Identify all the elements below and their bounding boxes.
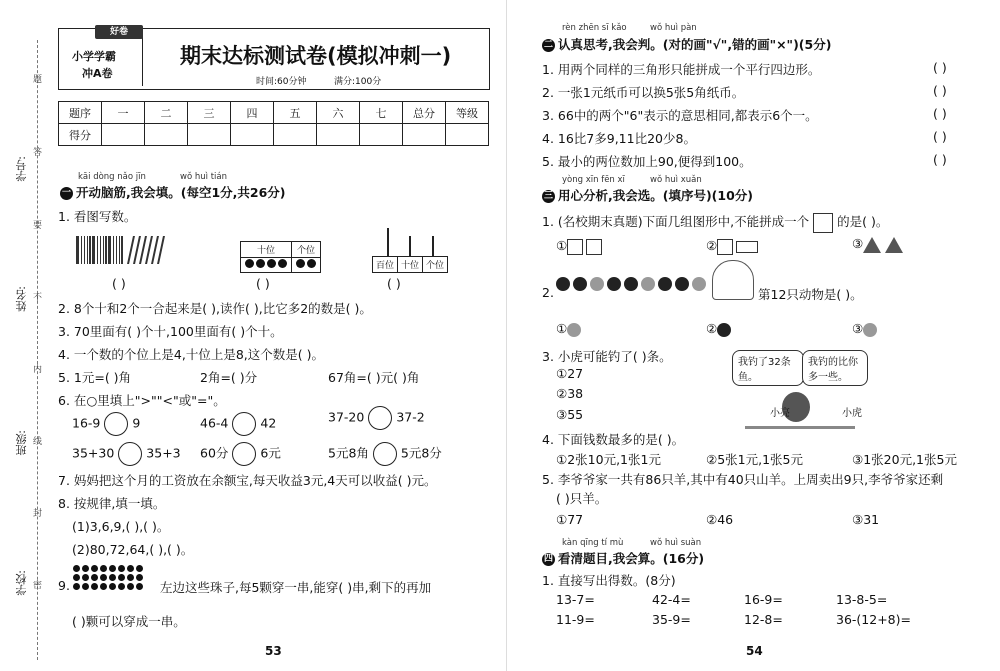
judge-blank-1[interactable]: ( ) [933, 60, 947, 75]
stick-bundle-icon [108, 236, 123, 264]
score-table [58, 101, 489, 146]
calc-item: 42-4= [652, 592, 691, 607]
judge-blank-5[interactable]: ( ) [933, 152, 947, 167]
calc-item: 35-9= [652, 612, 691, 627]
exam-title: 期末达标测试卷(模拟冲刺一) [180, 44, 452, 68]
lion-icon [641, 277, 655, 291]
q1-answer-blank-3[interactable]: ( ) [387, 276, 401, 291]
name-label: 姓名: [15, 286, 28, 312]
school-label: 学校: [15, 570, 28, 596]
compare-circle[interactable] [118, 442, 142, 466]
compare-circle[interactable] [104, 412, 128, 436]
place-header: 个位 [423, 257, 448, 273]
q6-row1-item2: 46-4 42 [200, 412, 276, 436]
judge-blank-2[interactable]: ( ) [933, 83, 947, 98]
stick-icon [157, 236, 165, 264]
choice3-option1: ①27 [556, 366, 584, 381]
score-cell[interactable] [446, 124, 489, 146]
section3-pinyin-a: yòng xīn fēn xī [562, 175, 625, 185]
choice3-text: 3. 小虎可能钓了( )条。 [542, 349, 672, 364]
section2-number: 二 [543, 40, 553, 50]
choice2-number: 2. [542, 285, 554, 300]
calc-question: 1. 直接写出得数。(8分) [542, 573, 676, 588]
page-number-right: 54 [746, 644, 763, 658]
binding-line [37, 40, 38, 660]
choice2-option1: ① [556, 321, 584, 337]
section2-pinyin-a: rèn zhēn sī kǎo [562, 23, 627, 33]
choice2-option2: ② [706, 321, 734, 337]
section1-title-text: 开动脑筋,我会填。(每空1分,共26分) [76, 185, 286, 200]
binding-mark: 封 [33, 509, 43, 519]
section3-title-text: 用心分析,我会选。(填序号)(10分) [558, 188, 753, 203]
choice1-text: 1. (名校期末真题)下面几组图形中,不能拼成一个 的是( )。 [542, 212, 888, 233]
section1-title [60, 183, 286, 201]
section1-pinyin-b: wǒ huì tián [180, 172, 227, 182]
score-cell[interactable] [360, 124, 403, 146]
bear-icon [573, 277, 587, 291]
judge-4: 4. 16比7多9,11比20少8。 [542, 131, 696, 146]
judge-5: 5. 最小的两位数加上90,便得到100。 [542, 154, 752, 169]
score-cell[interactable] [188, 124, 231, 146]
section4-title-text: 看清题目,我会算。(16分) [558, 551, 705, 566]
q9-text: 左边这些珠子,每5颗穿一串,能穿( )串,剩下的再加 [160, 580, 432, 595]
choice2-option3: ③ [852, 321, 880, 337]
judge-blank-4[interactable]: ( ) [933, 129, 947, 144]
section2-pinyin-b: wǒ huì pàn [650, 23, 697, 33]
section4-pinyin-a: kàn qīng tí mù [562, 538, 624, 548]
square-icon [586, 239, 602, 255]
score-row-label: 得分 [59, 124, 102, 146]
bear-icon [675, 277, 689, 291]
q4-text: 4. 一个数的个位上是4,十位上是8,这个数是( )。 [58, 347, 324, 362]
rectangle-icon [736, 241, 758, 253]
exam-time: 时间:60分钟 [256, 77, 307, 87]
section3-number: 三 [543, 191, 553, 201]
choice4-option2: ②5张1元,1张5元 [706, 452, 803, 467]
place-header: 个位 [292, 242, 321, 258]
bear-icon [717, 323, 731, 337]
q1-answer-blank-1[interactable]: ( ) [112, 276, 126, 291]
choice5-option2: ②46 [706, 512, 734, 527]
score-cell[interactable] [274, 124, 317, 146]
choice5-text: 5. 李爷爷家一共有86只羊,其中有40只山羊。上周卖出9只,李爷爷家还剩 [542, 472, 944, 487]
section2-title [542, 35, 831, 53]
q8-text: 8. 按规律,填一填。 [58, 496, 166, 511]
stick-bundle-icon [92, 236, 107, 264]
pond-icon [745, 426, 855, 429]
choice1-option2: ② [706, 238, 761, 255]
q2-text: 2. 8个十和2个一合起来是( ),读作( ),比它多2的数是( )。 [58, 301, 372, 316]
series-line1: 小学学霸 [72, 50, 116, 63]
binding-mark: 线 [33, 437, 43, 447]
score-header-cell: 六 [317, 102, 360, 124]
place-header: 十位 [398, 257, 423, 273]
abacus-rod [409, 236, 411, 256]
calc-item: 11-9= [556, 612, 595, 627]
score-header-cell: 三 [188, 102, 231, 124]
q5-part3: 67角=( )元( )角 [328, 370, 420, 385]
compare-circle[interactable] [373, 442, 397, 466]
triangle-icon [885, 237, 903, 253]
place-header: 十位 [241, 242, 292, 258]
tree-curtain-icon [712, 260, 754, 300]
judge-blank-3[interactable]: ( ) [933, 106, 947, 121]
q6-row2-item1: 35+30 35+3 [72, 442, 181, 466]
speech-bubble-1: 我钓了32条鱼。 [732, 350, 804, 386]
section4-pinyin-b: wǒ huì suàn [650, 538, 702, 548]
lion-icon [590, 277, 604, 291]
compare-circle[interactable] [232, 412, 256, 436]
q9-number: 9. [58, 578, 70, 593]
place-value-chart-1 [240, 241, 321, 273]
series-logo: 好卷 [95, 25, 143, 39]
q6-row2-item2: 60分 6元 [200, 442, 281, 466]
lion-icon [863, 323, 877, 337]
q8a-text: (1)3,6,9,( ),( )。 [72, 519, 170, 534]
stick-bundle-icon [76, 236, 91, 264]
q7-text: 7. 妈妈把这个月的工资放在余额宝,每天收益3元,4天可以收益( )元。 [58, 473, 437, 488]
place-header: 百位 [373, 257, 398, 273]
stick-bundles-image [76, 236, 166, 267]
square-shape-icon [813, 213, 833, 233]
series-line2: 冲A卷 [82, 67, 113, 80]
score-cell[interactable] [102, 124, 145, 146]
name-xiaoliang: 小亮 [770, 408, 790, 419]
section3-pinyin-b: wǒ huì xuǎn [650, 175, 702, 185]
beads-image [72, 564, 152, 591]
choice3-option2: ②38 [556, 386, 584, 401]
name-xiaohu: 小虎 [842, 408, 862, 419]
score-header-cell: 总分 [403, 102, 446, 124]
score-header-cell: 等级 [446, 102, 489, 124]
score-header-cell: 五 [274, 102, 317, 124]
section2-title-text: 认真思考,我会判。(对的画"√",错的画"×")(5分) [558, 37, 832, 52]
score-cell[interactable] [317, 124, 360, 146]
lion-icon [567, 323, 581, 337]
judge-2: 2. 一张1元纸币可以换5张5角纸币。 [542, 85, 745, 100]
bear-icon [658, 277, 672, 291]
ones-dots [292, 258, 321, 273]
q6-row1-item3: 37-20 37-2 [328, 406, 425, 430]
score-cell[interactable] [403, 124, 446, 146]
q1-text: 1. 看图写数。 [58, 209, 137, 224]
page-divider [506, 0, 507, 671]
triangle-icon [863, 237, 881, 253]
q1-answer-blank-2[interactable]: ( ) [256, 276, 270, 291]
choice1-option3: ③ [852, 236, 907, 253]
page-number-left: 53 [265, 644, 282, 658]
binding-mark: 不 [33, 293, 43, 303]
bear-icon [556, 277, 570, 291]
abacus-rod [387, 228, 389, 256]
score-header-cell: 四 [231, 102, 274, 124]
choice2-text: 第12只动物是( )。 [758, 287, 863, 302]
score-header-cell: 一 [102, 102, 145, 124]
choice4-option3: ③1张20元,1张5元 [852, 452, 957, 467]
binding-mark: 要 [33, 221, 43, 231]
score-header-cell: 七 [360, 102, 403, 124]
q5-part2: 2角=( )分 [200, 370, 258, 385]
q9b-text: ( )颗可以穿成一串。 [72, 614, 186, 629]
score-cell[interactable] [231, 124, 274, 146]
q6-text: 6. 在○里填上">""<"或"="。 [58, 393, 226, 408]
q6-row1-item1: 16-9 9 [72, 412, 140, 436]
q3-text: 3. 70里面有( )个十,100里面有( )个十。 [58, 324, 283, 339]
animal-sequence-image [556, 276, 709, 291]
q6-row2-item3: 5元8角 5元8分 [328, 442, 442, 466]
binding-mark: 答 [33, 148, 43, 158]
section3-title [542, 186, 753, 204]
choice4-option1: ①2张10元,1张1元 [556, 452, 661, 467]
abacus-place-labels [372, 256, 448, 273]
choice5-option3: ③31 [852, 512, 880, 527]
score-cell[interactable] [145, 124, 188, 146]
q5-part1: 5. 1元=( )角 [58, 370, 132, 385]
section1-pinyin-a: kāi dòng nǎo jīn [78, 172, 146, 182]
section4-title [542, 549, 704, 567]
compare-circle[interactable] [232, 442, 256, 466]
q8b-text: (2)80,72,64,( ),( )。 [72, 542, 194, 557]
compare-circle[interactable] [368, 406, 392, 430]
class-label: 班级: [15, 430, 28, 456]
calc-item: 36-(12+8)= [836, 612, 911, 627]
square-icon [717, 239, 733, 255]
judge-3: 3. 66中的两个"6"表示的意思相同,都表示6个一。 [542, 108, 818, 123]
tens-dots [241, 258, 292, 273]
binding-mark: 内 [33, 365, 43, 375]
choice4-text: 4. 下面钱数最多的是( )。 [542, 432, 685, 447]
choice5-option1: ①77 [556, 512, 584, 527]
binding-mark: 密 [33, 581, 43, 591]
calc-item: 13-8-5= [836, 592, 888, 607]
exam-score: 满分:100分 [334, 77, 382, 87]
section4-number: 四 [543, 554, 553, 564]
choice1-option1: ① [556, 238, 605, 255]
calc-item: 16-9= [744, 592, 783, 607]
choice3-option3: ③55 [556, 407, 584, 422]
lion-icon [692, 277, 706, 291]
bear-icon [624, 277, 638, 291]
calc-item: 12-8= [744, 612, 783, 627]
score-header-cell: 题序 [59, 102, 102, 124]
score-header-cell: 二 [145, 102, 188, 124]
square-icon [567, 239, 583, 255]
judge-1: 1. 用两个同样的三角形只能拼成一个平行四边形。 [542, 62, 821, 77]
section1-number: 一 [61, 188, 71, 198]
choice5-text-2: ( )只羊。 [556, 491, 608, 506]
bear-icon [607, 277, 621, 291]
calc-item: 13-7= [556, 592, 595, 607]
binding-mark: 题 [33, 75, 43, 85]
abacus-rod [432, 236, 434, 256]
speech-bubble-2: 我钓的比你多一些。 [802, 350, 868, 386]
student-id-label: 学号: [15, 156, 28, 182]
